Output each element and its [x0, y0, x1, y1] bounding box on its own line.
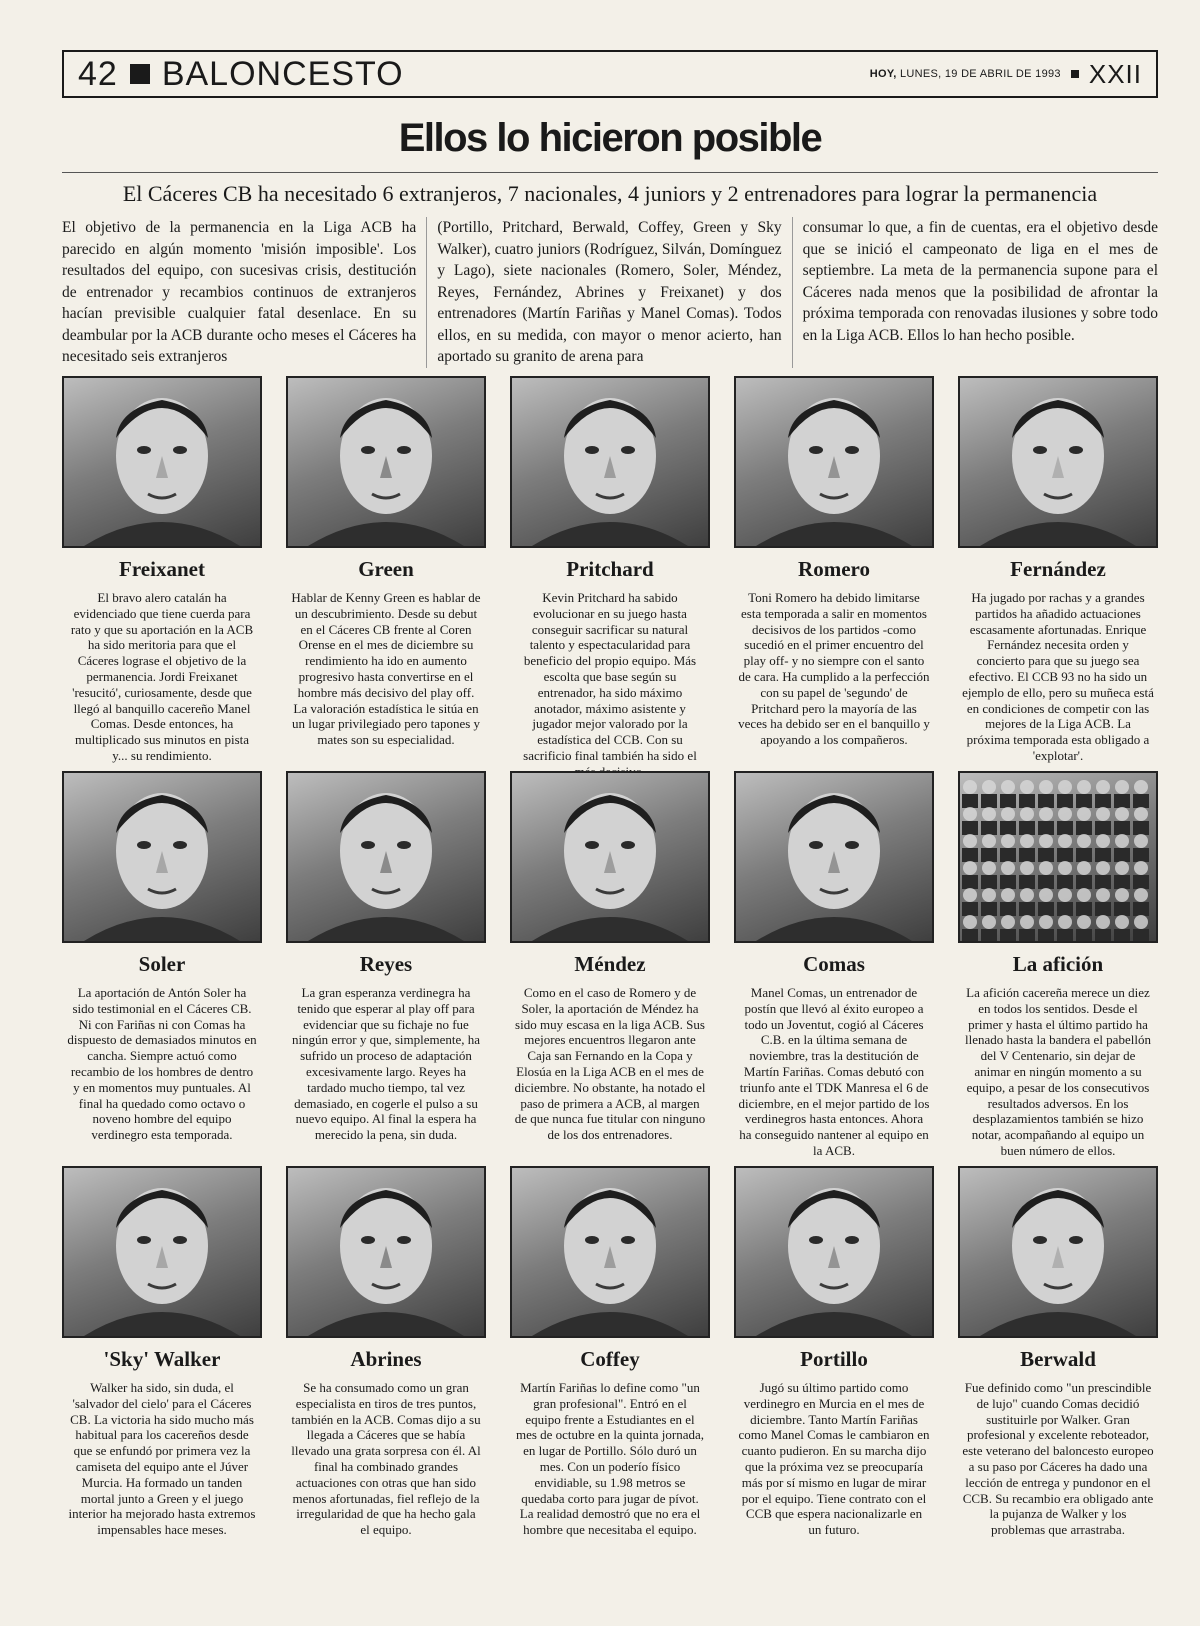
- profile-card: [510, 1166, 710, 1561]
- profile-text: Ha jugado por rachas y a grandes partidos ha añadido actuaciones escasamente afortunadas. Enrique Fernández necesita orden y concierto para que su juego sea efectivo. El CCB 93 no ha sido un ejemplo de ello, pero su muñeca está en condiciones de competir con las mejores de la Liga ACB. La próxima temporada esta obligado a 'explotar'.: [962, 590, 1154, 763]
- profile-grid: [62, 376, 1158, 1561]
- portrait-photo: [62, 771, 262, 943]
- portrait-photo: [510, 771, 710, 943]
- crowd-image-icon: [960, 773, 1156, 941]
- portrait-silhouette-icon: [512, 773, 708, 941]
- profile-card: [62, 1166, 262, 1561]
- profile-text: El bravo alero catalán ha evidenciado que tiene cuerda para rato y que su aportación en la ACB ha sido meritoria para que el Cáceres lograse el objetivo de la permanencia. Jordi Freixanet 'resucitó', curiosamente, desde que llegó al banquillo cacereño Manel Comas. Desde entonces, ha multiplicado sus minutos en pista y... su rendimiento.: [70, 590, 254, 763]
- intro-column-2: (Portillo, Pritchard, Berwald, Coffey, Green y Sky Walker), cuatro juniors (Rodríguez, Silván, Domínguez y Lago), siete nacionales (Romero, Soler, Méndez, Reyes, Fernández, Abrines y Freixanet) y dos entrenadores (Martín Fariñas y Manel Comas). Todos ellos, en su medida, con mayor o menor acierto, han aportado su granito de arena para: [427, 217, 792, 368]
- portrait-silhouette-icon: [736, 378, 932, 546]
- portrait-silhouette-icon: [736, 773, 932, 941]
- page-number: 42: [78, 54, 118, 93]
- section-title: BALONCESTO: [161, 54, 404, 93]
- intro-column-3: consumar lo que, a fin de cuentas, era el objetivo desde que se inició el campeonato de liga en el mes de septiembre. La meta de la permanencia supone para el Cáceres nada menos que la posibilidad de afrontar la próxima temporada con renovadas ilusiones y sobre todo en la Liga ACB. Ellos lo han hecho posible.: [802, 219, 1158, 344]
- portrait-photo: [62, 376, 262, 548]
- portrait-silhouette-icon: [64, 1168, 260, 1336]
- profile-text: Martín Fariñas lo define como "un gran profesional". Entró en el equipo frente a Estudiantes en el mes de octubre en la quinta jornada, en lugar de Portillo. Sólo duró un mes. Con un poderío físico envidiable, su 1.98 metros se quedaba corto para jugar de pívot. La realidad demostró que no era el hombre que necesitaba el equipo.: [515, 1380, 705, 1538]
- profile-name: La afición: [1012, 952, 1104, 976]
- intro-text: [62, 217, 1158, 365]
- portrait-photo: [62, 1166, 262, 1338]
- profile-name: Berwald: [1020, 1347, 1096, 1371]
- profile-card: [286, 771, 486, 1166]
- paper-name: HOY,: [869, 68, 897, 80]
- portrait-photo: [286, 376, 486, 548]
- profile-card: [62, 376, 262, 771]
- profile-name: Reyes: [359, 952, 413, 976]
- subheadline: El Cáceres CB ha necesitado 6 extranjeros, 7 nacionales, 4 juniors y 2 entrenadores para lograr la permanencia: [122, 181, 1098, 206]
- dateline: [870, 68, 1061, 80]
- profile-name: Fernández: [1010, 557, 1106, 581]
- header-right: [870, 59, 1142, 90]
- profile-card: [286, 1166, 486, 1561]
- portrait-silhouette-icon: [64, 378, 260, 546]
- profile-name: Freixanet: [119, 557, 205, 581]
- profile-text: La gran esperanza verdinegra ha tenido que esperar al play off para evidenciar que su fichaje no fue ningún error y que, simplemente, ha sufrido un proceso de adaptación excesivamente largo. Reyes ha tardado mucho tiempo, tal vez demasiado, en cogerle el pulso a su nuevo equipo. Al final la espera ha merecido la pena, sin duda.: [291, 985, 481, 1143]
- portrait-photo: [734, 771, 934, 943]
- portrait-photo: [958, 771, 1158, 943]
- profile-card: [958, 771, 1158, 1166]
- portrait-photo: [734, 376, 934, 548]
- profile-name: Green: [358, 557, 414, 581]
- profile-text: Toni Romero ha debido limitarse esta temporada a salir en momentos decisivos de los partidos -como sucedió en el primer encuentro del play off- y no siempre con el santo de cara. Ha cumplido a la perfección con su papel de 'segundo' de Pritchard pero la mayoría de las veces ha debido ser en el banquillo y apoyando a los compañeros.: [738, 590, 930, 748]
- page-header: [62, 50, 1158, 98]
- roman-page-number: XXII: [1088, 58, 1142, 89]
- profile-name: Coffey: [580, 1347, 640, 1371]
- portrait-silhouette-icon: [960, 378, 1156, 546]
- portrait-silhouette-icon: [512, 1168, 708, 1336]
- portrait-photo: [958, 376, 1158, 548]
- profile-text: Fue definido como "un prescindible de lujo" cuando Comas decidió sustituirle por Walker. Gran profesional y excelente reboteador, este veterano del baloncesto europeo a su paso por Cáceres ha dado una lección de entrega y pundonor en el CCB. Su recambio era obligado ante la pujanza de Walker y los problemas que arrastraba.: [962, 1380, 1154, 1538]
- profile-text: La aportación de Antón Soler ha sido testimonial en el Cáceres CB. Ni con Fariñas ni con Comas ha dispuesto de demasiados minutos en cancha. Siempre actuó como recambio de los hombres de dentro y en momentos muy puntuales. Al final ha quedado como octavo o noveno hombre del equipo verdinegro esta temporada.: [67, 985, 257, 1143]
- portrait-silhouette-icon: [288, 773, 484, 941]
- portrait-photo: [286, 771, 486, 943]
- portrait-silhouette-icon: [64, 773, 260, 941]
- divider: [62, 172, 1158, 173]
- profile-card: [62, 771, 262, 1166]
- profile-name: Méndez: [574, 952, 646, 976]
- small-square-icon: [1071, 70, 1079, 78]
- profile-name: Abrines: [350, 1347, 422, 1371]
- profile-text: Manel Comas, un entrenador de postín que llevó al éxito europeo a todo un Joventut, cogió al Cáceres C.B. en la última semana de noviembre, tras la destitución de Martín Fariñas. Comas debutó con triunfo ante el TDK Manresa el 6 de diciembre, en el mejor partido de los verdinegros hasta entonces. Ahora ha conseguido nantener al equipo en la ACB.: [738, 985, 930, 1158]
- portrait-silhouette-icon: [288, 378, 484, 546]
- portrait-photo: [958, 1166, 1158, 1338]
- portrait-silhouette-icon: [512, 378, 708, 546]
- profile-text: Se ha consumado como un gran especialista en tiros de tres puntos, también en la ACB. Comas dijo a su llegada a Cáceres que se había llevado una grata sorpresa con él. Al final ha combinado grandes actuaciones con otras que han sido menos afortunadas, fiel reflejo de la irregularidad de que ha hecho gala el equipo.: [291, 1380, 481, 1538]
- profile-name: Soler: [138, 952, 186, 976]
- profile-text: Hablar de Kenny Green es hablar de un descubrimiento. Desde su debut en el Cáceres CB frente al Coren Orense en el mes de diciembre su rendimiento ha ido en aumento progresivo hasta convertirse en el hombre más decisivo del play off. La valoración estadística le sitúa en un lugar privilegiado pero tapones y mates son su especialidad.: [291, 590, 481, 748]
- portrait-silhouette-icon: [960, 1168, 1156, 1336]
- profile-card: [286, 376, 486, 771]
- profile-card: [510, 771, 710, 1166]
- profile-name: Romero: [798, 557, 870, 581]
- profile-name: Pritchard: [566, 557, 654, 581]
- profile-text: Kevin Pritchard ha sabido evolucionar en su juego hasta conseguir sacrificar su natural talento y espectacularidad para beneficio del propio equipo. Más escolta que base según su entrenador, ha sido máximo anotador, máximo asistente y jugador mejor valorado por la estadística del CCB. Con su sacrificio final también ha sido el: [523, 590, 697, 763]
- profile-name: Comas: [803, 952, 865, 976]
- profile-card: [734, 771, 934, 1166]
- profile-card: [510, 376, 710, 771]
- profile-name: 'Sky' Walker: [103, 1347, 221, 1371]
- profile-card: [958, 1166, 1158, 1561]
- profile-text: Jugó su último partido como verdinegro en Murcia en el mes de diciembre. Tanto Martín Fariñas como Manel Comas le cambiaron en cuanto pudieron. En su marcha dijo que la próxima vez se preocuparía más por sí mismo en lugar de mirar por el equipo. Tiene contrato con el CCB que espera nacionalizarle en un futuro.: [738, 1380, 930, 1538]
- intro-column-1: El objetivo de la permanencia en la Liga ACB ha parecido en algún momento 'misión imposible'. Los resultados del equipo, con sucesivas crisis, destitución de entrenador y recambios continuos de extranjeros hacían previsible cualquier fatal desenlace. En su deambular por la ACB durante ocho meses el Cáceres ha necesitado seis extranjeros: [62, 217, 427, 368]
- portrait-silhouette-icon: [736, 1168, 932, 1336]
- profile-card: [734, 1166, 934, 1561]
- square-bullet-icon: [130, 64, 150, 84]
- portrait-photo: [510, 376, 710, 548]
- portrait-photo: [734, 1166, 934, 1338]
- portrait-photo: [286, 1166, 486, 1338]
- portrait-silhouette-icon: [288, 1168, 484, 1336]
- headline: Ellos lo hicieron posible: [398, 116, 822, 160]
- newspaper-page: [62, 50, 1158, 1538]
- profile-name: Portillo: [800, 1347, 868, 1371]
- profile-text: Como en el caso de Romero y de Soler, la aportación de Méndez ha sido muy escasa en la liga ACB. Sus mejores encuentros llegaron ante Caja san Fernando en la Copa y Elosúa en la Liga ACB en el mes de diciembre. No obstante, ha notado el paso de primera a ACB, al margen de que nunca fue titular con ninguno de los dos entrenadores.: [514, 985, 706, 1143]
- header-left: [78, 55, 404, 94]
- profile-text: Walker ha sido, sin duda, el 'salvador del cielo' para el Cáceres CB. La victoria ha sido mucho más habitual para los cacereños desde que se enfundó por primera vez la camiseta del equipo ante el Júver Murcia. Ha formado un tanden mortal junto a Green y el juego interior ha mejorado hasta extremos impensables hace meses.: [68, 1380, 256, 1538]
- portrait-photo: [510, 1166, 710, 1338]
- profile-card: [958, 376, 1158, 771]
- profile-card: [734, 376, 934, 771]
- profile-text: La afición cacereña merece un diez en todos los sentidos. Desde el primer y hasta el último partido ha llenado hasta la bandera el pabellón del V Centenario, sin dejar de animar en ningún momento a su equipo, a pesar de los consecutivos resultados adversos. En los desplazamientos también se hizo notar, acompañando al equipo un buen número de ellos.: [965, 985, 1151, 1158]
- issue-date: LUNES, 19 DE ABRIL DE 1993: [899, 68, 1061, 80]
